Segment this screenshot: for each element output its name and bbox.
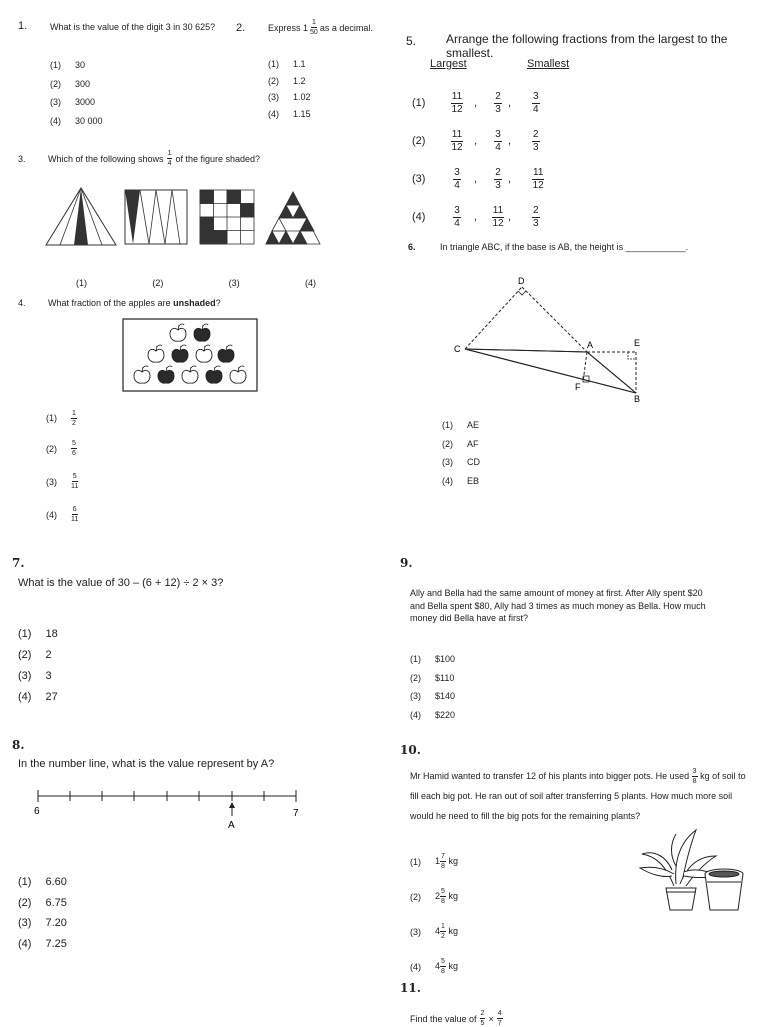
number-line-marker-a: A: [228, 820, 235, 831]
q2-option-4[interactable]: (4) 1.15: [268, 108, 311, 119]
q2-option-3[interactable]: (3) 1.02: [268, 92, 311, 102]
q2-question: [268, 19, 373, 36]
q6-option-1[interactable]: (1) AE: [442, 420, 480, 430]
q8-number: 8.: [12, 738, 25, 752]
q11-question: Find the value of $\frac{2}{5}$ × $\frac{4}{7}$: [410, 1010, 502, 1027]
q6-option-3[interactable]: (3) CD: [442, 457, 480, 467]
q10-plant-pots-illustration: [636, 826, 748, 914]
q4-option-1[interactable]: (1) 1 2: [46, 409, 76, 427]
point-label-e: E: [634, 338, 641, 348]
q2-number: 2.: [236, 22, 246, 34]
q8-option-1[interactable]: (1) 6.60: [18, 876, 67, 888]
option-label: (1): [50, 60, 61, 70]
q6-options: [442, 416, 480, 490]
point-label-c: C: [454, 344, 461, 354]
q10-option-2[interactable]: (2) 2 $\frac{5}{8}$ kg: [410, 888, 458, 905]
q5-option-3[interactable]: (3) 3 4 , 2 3 , 11 12: [412, 166, 544, 191]
q6-option-2[interactable]: (2) AF: [442, 438, 479, 449]
q1-question: What is the value of the digit 3 in 30 625?: [50, 22, 216, 32]
q5-number: 5.: [406, 34, 417, 48]
q7-option-1[interactable]: (1) 18: [18, 628, 58, 640]
q2-option-1[interactable]: (1) 1.1: [268, 59, 306, 69]
q7-number: 7.: [12, 556, 25, 570]
q3-fraction: 1 4: [167, 150, 172, 167]
q9-option-4[interactable]: (4) $220: [410, 709, 456, 720]
option-label: (4): [50, 115, 61, 126]
q7-question: What is the value of 30 – (6 + 12) ÷ 2 × 3?: [18, 577, 224, 589]
q1-options: [50, 56, 103, 130]
q10-option-3[interactable]: (3) 4 $\frac{1}{2}$ kg: [410, 923, 458, 940]
q5-question: Arrange the following fractions from the largest to the smallest.: [446, 32, 728, 60]
option-label: (3): [50, 97, 61, 107]
q9-number: 9.: [400, 556, 413, 570]
q8-option-3[interactable]: (3) 7.20: [18, 917, 67, 929]
q8-option-4[interactable]: (4) 7.25: [18, 937, 67, 950]
q4-option-3[interactable]: (3) 5 11: [46, 473, 79, 490]
figure-1-triangle[interactable]: [46, 188, 116, 245]
q6-option-4[interactable]: (4) EB: [442, 475, 480, 486]
q4-number: 4.: [18, 298, 26, 308]
q3-figures: [40, 180, 330, 290]
point-label-b: B: [634, 394, 641, 404]
option-value: 30 000: [75, 115, 103, 126]
figure-2-rectangle[interactable]: [125, 190, 187, 244]
q5-smallest-heading: Smallest: [527, 58, 570, 70]
q2-option-2[interactable]: (2) 1.2: [268, 75, 306, 86]
q9-option-3[interactable]: (3) $140: [410, 691, 456, 701]
q2-fraction: 1 50: [310, 19, 318, 36]
option-value: 30: [75, 60, 86, 70]
q4-apples-figure: [122, 318, 258, 392]
q7-option-4[interactable]: (4) 27: [18, 691, 58, 703]
q3-number: 3.: [18, 154, 26, 164]
pot-icon: [705, 869, 743, 910]
q11-number: 11.: [400, 981, 421, 995]
q9-question: Ally and Bella had the same amount of money at first. After Ally spent $20 and Bella spent $80, Ally had 3 times as much money as Bella. How much money did Bella have at first?: [410, 588, 706, 623]
q10-fraction: $\frac{3}{8}$: [692, 768, 697, 786]
option-label: (2): [50, 78, 61, 89]
q8-option-2[interactable]: (2) 6.75: [18, 896, 67, 909]
q9-options: [410, 650, 455, 724]
q10-options: [410, 844, 458, 984]
q5-option-2[interactable]: (2) 11 12 , 3 4 , 2 3: [412, 128, 539, 153]
plant-icon: [640, 830, 718, 910]
point-label-f: F: [575, 382, 581, 392]
q1-option-3[interactable]: [50, 93, 103, 112]
point-label-d: D: [518, 276, 525, 286]
q6-question: In triangle ABC, if the base is AB, the height is ____________.: [440, 242, 689, 252]
q2-text: as a decimal.: [319, 22, 373, 33]
option-value: 300: [75, 78, 91, 89]
q1-number: 1.: [18, 20, 28, 32]
q9-option-2[interactable]: (2) $110: [410, 672, 455, 683]
option-value: 3000: [75, 97, 96, 107]
q6-triangle-diagram: [450, 272, 660, 404]
q2-options: [268, 56, 311, 122]
q9-option-1[interactable]: (1) $100: [410, 654, 456, 664]
q4-question: What fraction of the apples are unshaded?: [48, 298, 221, 308]
q8-options: [18, 872, 67, 954]
q7-option-3[interactable]: (3) 3: [18, 670, 52, 682]
q3-question: Which of the following shows 1 4 of the figure shaded?: [48, 150, 261, 167]
q3-caption-3: (3): [228, 278, 240, 288]
q3-caption-1: (1): [76, 278, 87, 288]
point-label-a: A: [587, 340, 594, 350]
q5-options: [412, 84, 544, 236]
q10-option-4[interactable]: (4) 4 $\frac{5}{8}$ kg: [410, 958, 458, 975]
q8-number-line: [28, 782, 318, 832]
q10-question: Mr Hamid wanted to transfer 12 of his plants into bigger pots. He used $\frac{3}{8}$ kg of soil to fill each big pot. He ran out of soil after transferring 5 plants. How much more soil would he need to fill the big pots for the remaining plants?: [410, 768, 746, 821]
q5-option-1[interactable]: (1) 11 12 , 2 3 , 3 4: [412, 90, 539, 115]
q5-largest-heading: Largest: [430, 58, 467, 70]
q1-option-4[interactable]: [50, 112, 103, 131]
q7-options: [18, 624, 58, 708]
figure-4-triangle-grid[interactable]: [266, 192, 320, 244]
q8-question: In the number line, what is the value represent by A?: [18, 758, 275, 770]
number-line-end: 7: [293, 808, 299, 819]
q3-caption-4: (4): [304, 278, 316, 288]
q2-text: Express 1: [268, 22, 309, 33]
q5-option-4[interactable]: (4) 3 4 , 11 12 , 2 3: [412, 204, 539, 229]
q10-number: 10.: [400, 743, 421, 757]
q10-option-1[interactable]: (1) 1 $\frac{7}{8}$ kg: [410, 853, 458, 870]
q6-number: 6.: [408, 242, 416, 252]
q7-option-2[interactable]: (2) 2: [18, 649, 52, 661]
q3-caption-2: (2): [152, 278, 164, 288]
q1-option-2[interactable]: [50, 75, 103, 94]
q4-options: [46, 404, 78, 531]
q4-option-2[interactable]: (2) 5 6: [46, 440, 76, 457]
q1-option-1[interactable]: [50, 56, 103, 75]
figure-3-grid[interactable]: [200, 190, 254, 244]
q3-captions: [76, 278, 316, 288]
number-line-start: 6: [34, 806, 40, 817]
q4-option-4[interactable]: (4) 6 11: [46, 506, 79, 523]
